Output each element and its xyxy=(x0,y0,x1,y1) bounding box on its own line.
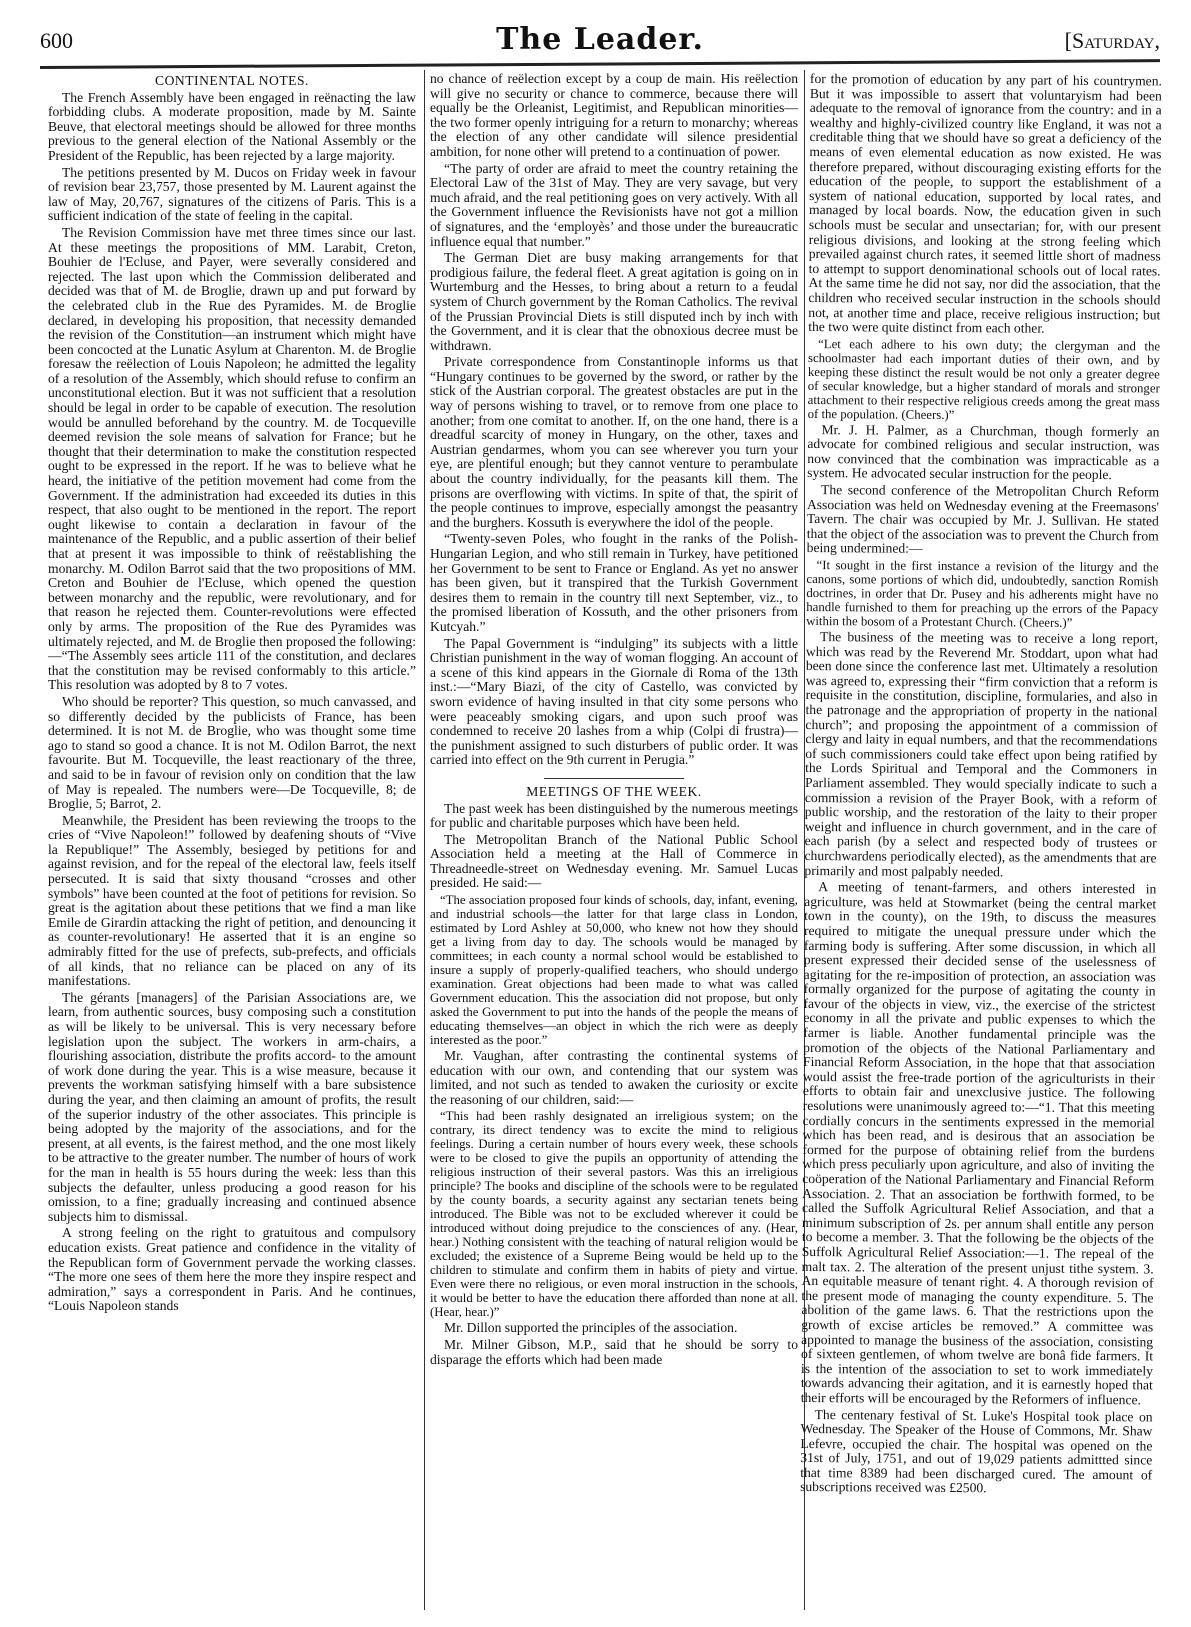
article-paragraph: A strong feeling on the right to gratuitous and compulsory education exists. Great patience and confidence in the vitality of the Republican form of Government pervade the working classes. “The more one sees of them here the more they inspire respect and admiration,” says a correspondent in Paris. And he continues, “Louis Napoleon stands xyxy=(48,1225,416,1314)
dateline: [Saturday, xyxy=(1064,28,1160,53)
article-paragraph: The business of the meeting was to receive a long report, which was read by the Reverend Mr. Stoddart, upon what had been done since the conference last met. Ultimately a resolution was agreed to, expressing their “firm conviction that a reform is requisite in the constitution, discipline, formularies, and also in the patronage and the appropriation of property in the national church”; and proposing the appointment of a commission of clergy and laity in equal numbers, and that the recommendations of such commissioners could take effect upon being ratified by the Lords Spiritual and Temporal and the Commoners in Parliament assembled. They would specially indicate to such a commission a revision of the Prayer Book, with a reform of public worship, and the restoration of the laity to their proper weight and influence in church government, and in the care of each parish (by a select and respected body of trustees or churchwardens periodically elected), as the amendments that are primarily and most palpably needed. xyxy=(804,629,1159,879)
section-heading-meetings-of-the-week: MEETINGS OF THE WEEK. xyxy=(526,783,702,799)
article-paragraph: Mr. Milner Gibson, M.P., said that he should be sorry to disparage the efforts which had been made xyxy=(430,1337,798,1367)
article-paragraph: Mr. J. H. Palmer, as a Churchman, though formerly an advocate for combined religious and secular instruction, was now convinced that the combination was impracticable as a system. He advocated secular instruction for the people. xyxy=(807,421,1160,483)
article-paragraph: The Revision Commission have met three times since our last. At these meetings the propositions of MM. Larabit, Creton, Bouhier de l'Ecluse, and Payer, were severally considered and rejected. The last upon which the Commission deliberated and decided was that of M. de Broglie, drawn up and put forward by the celebrated club in the Rue des Pyramides. M. de Broglie declared, in developing his proposition, that necessity demanded the revision of the Constitution—an instrument which might have been concocted at the Lunatic Asylum at Charenton. M. de Broglie foresaw the reëlection of Louis Napoleon; he admitted the legality of a resolution of the Assembly, which should refuse to confirm an unconstitutional election. But it was not sufficient that a resolution should be legal in order to be capable of execution. The resolution would be annulled beforehand by the country. M. de Tocqueville deemed revision the sole means of salvation for France; but he thought that their determination to make the constitution respected ought to be expressed in the report. If he was to believe what he heard, the initiative of the petition movement had come from the Government. If the administration had exceeded its duties in this respect, that also ought to be mentioned in the report. The report ought likewise to contain a declaration in favour of the maintenance of the Republic, and a public assertion of their belief that at present it was impossible to think of reëstablishing the monarchy. M. Odilon Barrot said that the two propositions of MM. Creton and Bouhier de l'Ecluse, which opened the question between monarchy and the republic, were revolutionary, and for that reason he rejected them. Counter-revolutions were effected only by arms. The proposition of the Rue des Pyramides was ultimately rejected, and M. de Broglie then proposed the following:—“The Assembly sees article 111 of the constitution, and declares that the constitution may be revised conformably to this article.” This resolution was adopted by 8 to 7 votes. xyxy=(48,224,416,693)
column-1 xyxy=(48,72,416,1316)
column-3 xyxy=(800,72,1162,1499)
speech-quote: “The association proposed four kinds of schools, day, infant, evening, and industrial schools—the latter for that large class in London, estimated by Lord Ashley at 50,000, who knew not how they should get a living from day to day. The schools would be managed by committees; in each county a normal school would be established to insure a supply of properly-qualified teachers, who should undergo examination. Great objections had been made to what was called Government education. This the association did not propose, but only asked the Government to put into the hands of the people the means of educating themselves—an object in which the rich were as deeply interested as the poor.” xyxy=(430,893,798,1048)
article-paragraph: Private correspondence from Constantinople informs us that “Hungary continues to be governed by the sword, or rather by the stick of the Austrian corporal. The greatest obstacles are put in the way of persons wishing to travel, or to remove from one place to another; from one comitat to another. If, on the one hand, there is a dreadful scarcity of money in Hungary, on the other, taxes and Austrian gendarmes, whom you can see wherever you turn your eye, are plentiful enough; but they cannot venture to perambulate about the country individually, for the peasants kill them. The prisons are overflowing with victims. In spite of that, the spirit of the people continues to improve, especially amongst the peasantry and the burghers. Kossuth is everywhere the idol of the people. xyxy=(430,354,798,530)
article-paragraph: The French Assembly have been engaged in reënacting the law forbidding clubs. A moderate proposition, made by M. Sainte Beuve, that electoral meetings should be allowed for three months previous to the general election of the National Assembly or the President of the Republic, has been rejected by a large majority. xyxy=(48,89,416,163)
article-paragraph-continued: no chance of reëlection except by a coup de main. His reëlection will give no security or chance to commerce, because there will equally be the Orleanist, Legitimist, and Republican minorities—the two former openly intriguing for a return to monarchy; whereas the election of any other candidate will silence presidential ambition, for none other will pretend to a continuation of power. xyxy=(430,71,798,159)
article-paragraph: “The party of order are afraid to meet the country retaining the Electoral Law of the 31st of May. They are very savage, but very much afraid, and the real petitioning goes on very actively. With all the Government influence the Revisionists have not got a million of signatures, and the ‘employès’ and those under the bureaucratic influence equal that number.” xyxy=(430,160,798,249)
article-paragraph: The petitions presented by M. Ducos on Friday week in favour of revision bear 23,757, those presented by M. Laurent against the law of May, 20,767, signatures of the citizens of Paris. This is a sufficient indication of the state of feeling in the capital. xyxy=(48,164,416,224)
speech-quote: “It sought in the first instance a revision of the liturgy and the canons, some portions of which did, undoubtedly, sanction Romish doctrines, in order that Dr. Pusey and his adherents might have no handle furnished to them for preaching up the errors of the Papacy within the bosom of a Protestant Church. (Cheers.)” xyxy=(806,558,1159,630)
speech-quote: “Let each adhere to his own duty; the clergyman and the schoolmaster had each important duties of their own, and by keeping these distinct the result would be not only a greater degree of secular knowledge, but a higher standard of morals and stronger attachment to their respective religious creeds among the great mass of the population. (Cheers.)” xyxy=(807,336,1161,422)
article-paragraph-continued: for the promotion of education by any part of his countrymen. But it was impossible to assert that voluntaryism had been adequate to the removal of ignorance from the country: and in a wealthy and highly-civilized country like England, it was not a creditable thing that we should have so great a deficiency of the means of even elemental education as now existed. He was therefore prepared, without discouraging existing efforts for the education of the people, to support the establishment of a system of national education, supported by local rates, and managed by local boards. Now, the education given in such schools must be secular and unsectarian; for, with our present religious divisions, and looking at the strong feeling which prevailed against church rates, it seemed little short of madness to attempt to support denominational schools out of local rates. At the same time he did not say, nor did the association, that the children who received secular instruction in the schools should not, at another time and place, receive religious instruction; but the two were quite distinct from each other. xyxy=(808,71,1162,336)
article-paragraph: The past week has been distinguished by the numerous meetings for public and charitable purposes which have been held. xyxy=(430,800,798,831)
article-paragraph: The German Diet are busy making arrangements for that prodigious failure, the federal fleet. A great agitation is going on in Wurtemburg and the Hesses, to bring about a return to a feudal system of Church government by the Roman Catholics. The revival of the Prussian Provincial Diets is still disputed inch by inch with the Government, and it is clear that the obnoxious decree must be withdrawn. xyxy=(430,250,798,353)
article-paragraph: Mr. Vaughan, after contrasting the continental systems of education with our own, and contending that our system was limited, and not such as tended to awaken the curiosity or excite the reasoning of our children, said:— xyxy=(430,1048,798,1107)
article-paragraph: The gérants [managers] of the Parisian Associations are, we learn, from authentic sources, busy composing such a constitution as will be likely to be universal. This is very necessary before legislation upon the subject. The workers in arm-chairs, a flourishing association, distribute the profits accord- to the amount of work done during the year. This is a wise measure, because it prevents the workman satisfying himself with a bare subsistence during the year, and then claiming an amount of profits, the result of the superior industry of the other associates. This principle is being adopted by the majority of the associations, and for the present, at all events, is the fairest method, and the one most likely to be attractive to the greater number. The number of hours of work for the man in health is 55 hours during the week: less than this subjects the defaulter, unless producing a good reason for his omission, to a fine; gradually increasing and continued absence subjects him to dismissal. xyxy=(48,989,416,1224)
article-paragraph: Who should be reporter? This question, so much canvassed, and so differently decided by the publicists of France, has been determined. It is not M. de Broglie, who was thought some time ago to stand so good a chance. It is not M. Odilon Barrot, the next favourite. But M. Tocqueville, the least reactionary of the three, and said to be in favour of revision only on condition that the law of May is repealed. The numbers were—De Tocqueville, 8; de Broglie, 5; Barrot, 2. xyxy=(48,693,416,812)
newspaper-title: The Leader. xyxy=(496,22,704,57)
article-paragraph: The centenary festival of St. Luke's Hospital took place on Wednesday. The Speaker of the House of Commons, Mr. Shaw Lefevre, occupied the chair. The hospital was opened on the 31st of July, 1751, and out of 19,029 patients admittted since that time 8389 had been discharged cured. The amount of subscriptions received was £2500. xyxy=(800,1406,1153,1496)
article-paragraph: A meeting of tenant-farmers, and others interested in agriculture, was held at Stowmarket (being the central market town in the county), on the 19th, to discuss the measures required to mitigate the unequal pressure under which the farming body is suffering. After some discussion, in which all present expressed their decided sense of the uselessness of agitating for the re-imposition of protection, an association was formally organized for the purpose of agitating the county in favour of the objects in view, viz., the exercise of the strictest economy in all the private and public expenses to which the farmer is liable. Another fundamental principle was the promotion of the objects of the National Parliamentary and Financial Reform Association, in the hope that that association would assist the free-trade portion of the agriculturists in their efforts to obtain fair and unexclusive justice. The following resolutions were unanimously agreed to:—“1. That this meeting cordially concurs in the sentiments expressed in the memorial which has been read, and is desirous that an association be formed for the purpose of obtaining relief from the burdens which press peculiarly upon agriculture, and also of inviting the coöperation of the National Parliamentary and Financial Reform Association. 2. That an association be forthwith formed, to be called the Suffolk Agricultural Relief Association, and that a minimum subscription of 2s. per annum shall entitle any person to become a member. 3. That the following be the objects of the Suffolk Agricultural Relief Association:—1. The repeal of the malt tax. 2. The alteration of the present unjust tithe system. 3. An equitable measure of tenant right. 4. A thorough revision of the present mode of managing the county expenditure. 5. The abolition of the game laws. 6. That the restrictions upon the growth of excise articles be removed.” A committee was appointed to manage the business of the association, consisting of sixteen gentlemen, of whom twelve are bonâ fide farmers. It is the intention of the association to set to work immediately towards advancing their agitation, and it is earnestly hoped that their efforts will be encouraged by the Reformers of influence. xyxy=(800,879,1157,1408)
article-paragraph: Meanwhile, the President has been reviewing the troops to the cries of “Vive Napoleon!” followed by deafening shouts of “Vive la Republique!” The Assembly, besieged by petitions for and against revision, and for the repeal of the electoral law, feels itself persecuted. It is said that sixty thousand “crosses and other symbols” have been counted at the foot of petitions for revision. So great is the agitation about these petitions that we find a man like Emile de Girardin attacking the right of petition, and denouncing it as counter-revolutionary! He asserted that it is an engine so admirably fitted for the use of prefects, sub-prefects, and officials of all kinds, that no reliance can be placed on any of its manifestations. xyxy=(48,812,416,989)
article-paragraph: “Twenty-seven Poles, who fought in the ranks of the Polish-Hungarian Legion, and who still remain in Turkey, have petitioned her Government to be sent to France or England. As yet no answer has been given, but it transpired that the Turkish Government desires them to remain in the country till next September, viz., to the promised liberation of Kossuth, and the other prisoners from Kutcyah.” xyxy=(430,531,798,634)
column-2 xyxy=(430,72,798,1369)
column-divider xyxy=(424,70,425,1610)
article-paragraph: The Papal Government is “indulging” its subjects with a little Christian punishment in the way of woman flogging. An account of a scene of this kind appears in the Giornale di Roma of the 13th inst.:—“Mary Biazi, of the city of Castello, was convicted by sworn evidence of having insulted in that city some persons who were peaceably smoking cigars, and upon such proof was condemned to receive 20 lashes from a whip (Colpi di frustra)—the punishment assigned to such disturbers of public order. It was carried into effect on the 9th current in Perugia.” xyxy=(430,635,798,768)
article-paragraph: The second conference of the Metropolitan Church Reform Association was held on Wednesday evening at the Freemasons' Tavern. The chair was occupied by Mr. J. Sullivan. He stated that the object of the association was to prevent the Church from being undermined:— xyxy=(806,482,1160,557)
section-divider xyxy=(544,778,684,779)
speech-quote: “This had been rashly designated an irreligious system; on the contrary, its direct tendency was to excite the mind to religious feelings. During a certain number of hours every week, these schools were to be closed to give the pupils an opportunity of attending the religious instruction of their several pastors. Was this an irreligious principle? The books and discipline of the schools were to be regulated by the county boards, a security against any sectarian tenets being introduced. The Bible was not to be excluded wherever it could be introduced without doing prejudice to the consciences of any. (Hear, hear.) Nothing consistent with the teaching of natural religion would be excluded; the existence of a Supreme Being would be held up to the children to stimulate and confirm them in habits of piety and virtue. Even were there no religious, or even moral instruction in the schools, it would be better to have the education there afforded than none at all. (Hear, hear.)” xyxy=(430,1109,798,1320)
page-number: 600 xyxy=(40,28,73,53)
section-heading-continental-notes: CONTINENTAL NOTES. xyxy=(155,73,309,88)
article-paragraph: Mr. Dillon supported the principles of the association. xyxy=(444,1320,738,1336)
article-paragraph: The Metropolitan Branch of the National Public School Association held a meeting at the Hall of Commerce in Threadneedle-street on Wednesday evening. Mr. Samuel Lucas presided. He said:— xyxy=(430,831,798,891)
